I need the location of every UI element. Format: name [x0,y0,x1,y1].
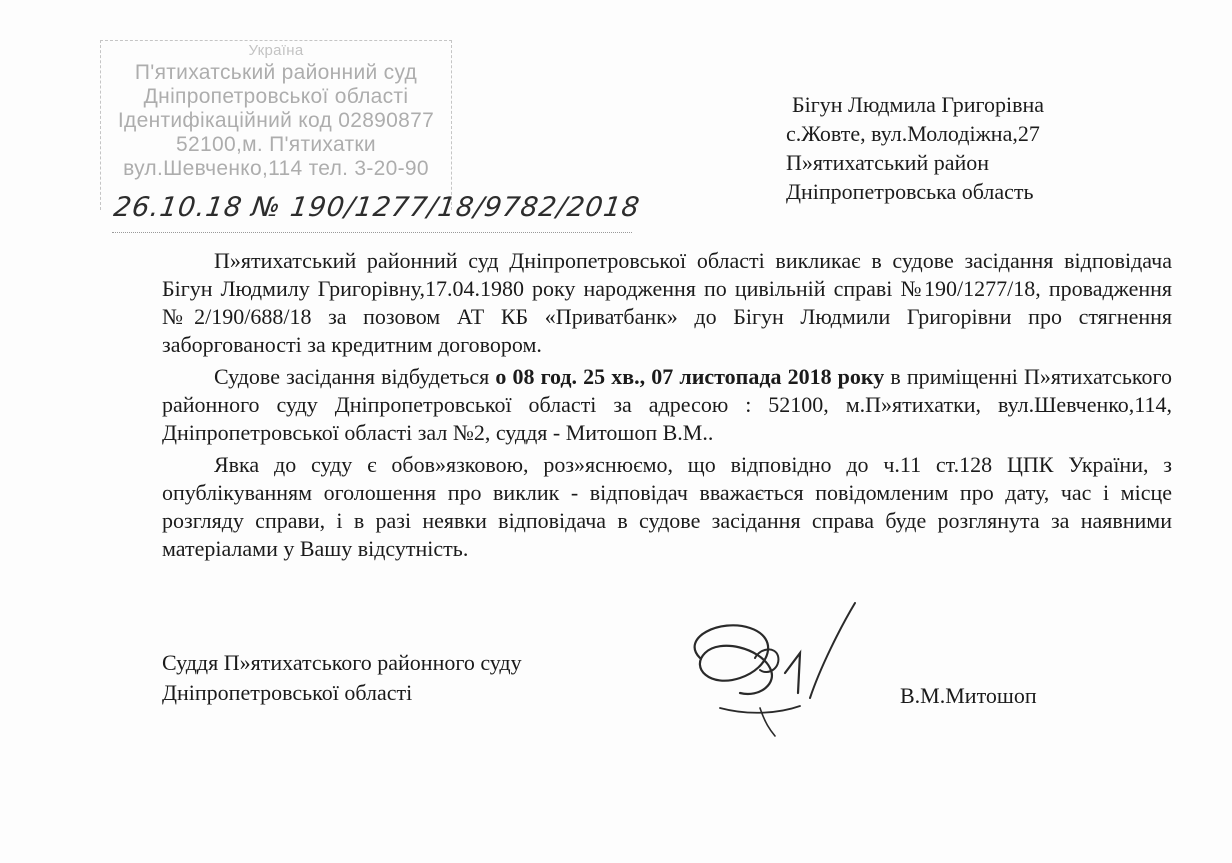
handwritten-signature [660,598,860,738]
stamp-line-code: Ідентифікаційний код 02890877 [117,109,435,132]
hearing-datetime: о 08 год. 25 хв., 07 листопада 2018 року [495,364,885,389]
addressee-street: с.Жовте, вул.Молодіжна,27 [786,121,1040,146]
addressee-name: Бігун Людмила Григорівна [792,92,1045,117]
paragraph-hearing [162,363,1172,447]
judge-title-line1: Суддя П»ятихатського районного суду [162,650,522,675]
judge-title-line2: Дніпропетровської області [162,680,413,705]
judge-title [162,648,522,708]
stamp-line-region: Дніпропетровської області [143,85,409,108]
judge-name: В.М.Митошоп [900,683,1037,708]
addressee-region: Дніпропетровська область [786,179,1034,204]
stamp-line-city: 52100,м. П'ятихатки [176,133,376,156]
court-stamp [100,40,452,210]
addressee-block [786,90,1044,206]
stamp-line-country: Україна [248,42,304,59]
paragraph-summons: П»ятихатський районний суд Дніпропетровської області викликає в судове засідання відповідача Бігун Людмилу Григорівну,17.04.1980 року народження по цивільній справі №190/1277/18, провадження №2/190/688/18 за позовом АТ КБ «Приватбанк» до Бігун Людмили Григорівни про стягнення заборгованості за кредитним договором. [162,248,1172,357]
hearing-intro: Судове засідання відбудеться [214,364,496,389]
registration-underline [112,232,632,233]
hearing-location: в приміщенні П»ятихатського районного суду Дніпропетровської області за адресою : 52100, м.П»ятихатки, вул.Шевченко,114, Дніпропетровської області зал №2, суддя - Митошоп В.М.. [162,364,1172,445]
paragraph-attendance: Явка до суду є обов»язковою, роз»яснюємо, що відповідно до ч.11 ст.128 ЦПК України, з опублікуванням оголошення про виклик - відповідач вважається повідомленим про дату, час і місце розгляду справи, і в разі неявки відповідача в судове засідання справа буде розглянута за наявними матеріалами у Вашу відсутність. [162,452,1172,561]
addressee-district: П»ятихатський район [786,150,990,175]
registration-number: 26.10.18 № 190/1277/18/9782/2018 [111,192,643,223]
notice-body [162,247,1172,567]
stamp-line-court: П'ятихатський районний суд [134,61,418,84]
stamp-line-address: вул.Шевченко,114 тел. 3-20-90 [123,157,429,180]
